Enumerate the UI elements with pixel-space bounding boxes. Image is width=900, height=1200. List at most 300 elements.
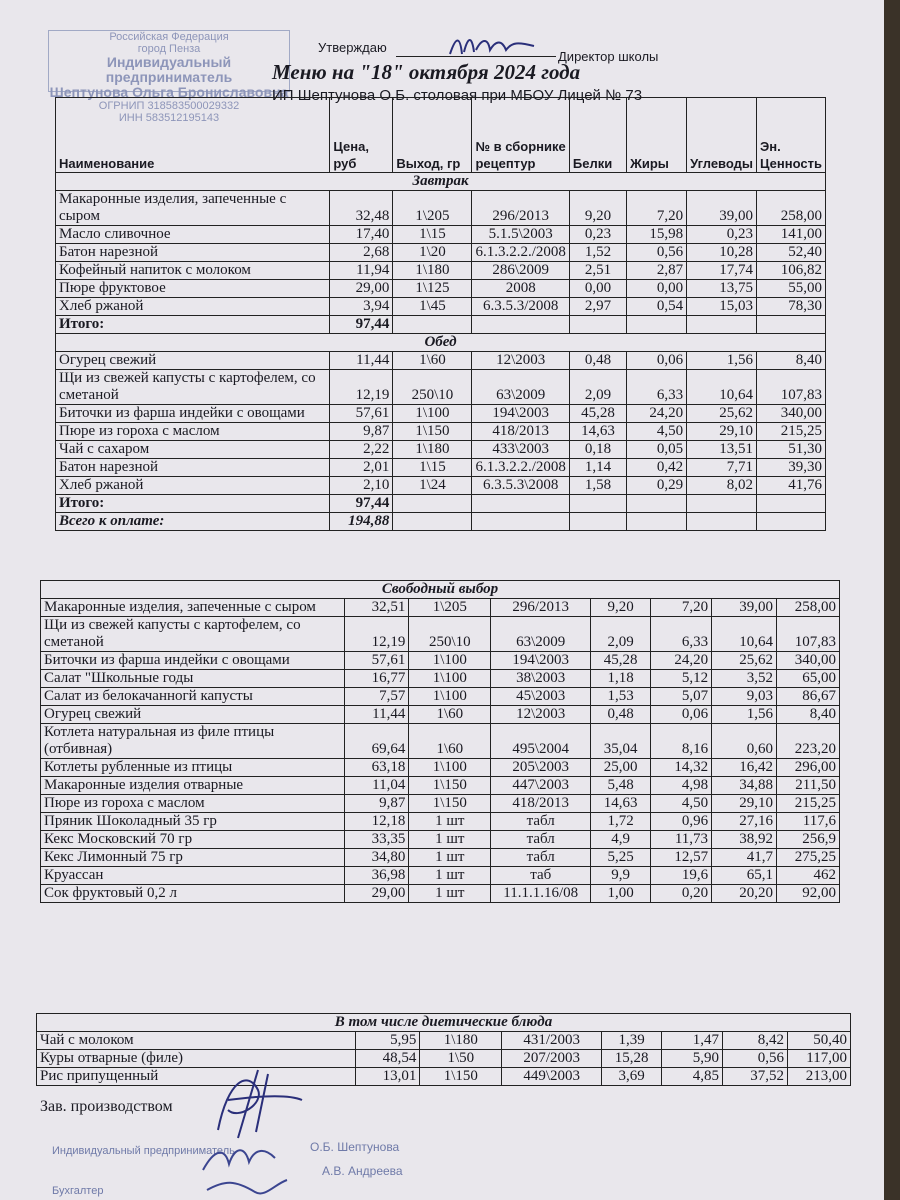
portion: 1\50: [420, 1050, 502, 1068]
portion: 1\60: [409, 706, 491, 724]
price: 57,61: [345, 652, 409, 670]
price: 57,61: [330, 405, 393, 423]
price: 11,44: [345, 706, 409, 724]
carbs: 13,51: [687, 441, 757, 459]
dish-name: Пюре из гороха с маслом: [41, 795, 345, 813]
recipe-number: 45\2003: [491, 688, 591, 706]
protein: 14,63: [569, 423, 626, 441]
recipe-number: 12\2003: [491, 706, 591, 724]
col-price-header: Цена, руб: [330, 98, 393, 173]
dish-name: Салат из белокачанногй капусты: [41, 688, 345, 706]
price: 2,01: [330, 459, 393, 477]
dish-name: Биточки из фарша индейки с овощами: [41, 652, 345, 670]
dish-name: Пряник Шоколадный 35 гр: [41, 813, 345, 831]
col-energy-header: Эн. Ценность: [757, 98, 826, 173]
dish-name: Салат "Школьные годы: [41, 670, 345, 688]
recipe-number: 6.3.5.3\2008: [472, 477, 569, 495]
carbs: 10,28: [687, 244, 757, 262]
portion: 1\125: [393, 280, 472, 298]
carbs: 27,16: [712, 813, 777, 831]
section-row: [37, 1014, 851, 1032]
portion: 1\150: [420, 1068, 502, 1086]
table-row: [37, 1068, 851, 1086]
table-row: [41, 670, 840, 688]
fat: 0,05: [627, 441, 687, 459]
table-row: [41, 724, 840, 759]
fat: 4,98: [651, 777, 712, 795]
price: 34,80: [345, 849, 409, 867]
portion: 1\60: [393, 352, 472, 370]
recipe-number: 495\2004: [491, 724, 591, 759]
dish-name: Кекс Лимонный 75 гр: [41, 849, 345, 867]
price: 9,87: [345, 795, 409, 813]
empty-cell: [569, 513, 626, 531]
fat: 8,16: [651, 724, 712, 759]
table-row: [41, 777, 840, 795]
energy: 107,83: [757, 370, 826, 405]
protein: 5,48: [591, 777, 651, 795]
energy: 340,00: [757, 405, 826, 423]
fat: 24,20: [627, 405, 687, 423]
energy: 65,00: [776, 670, 839, 688]
fat: 14,32: [651, 759, 712, 777]
fat: 5,90: [662, 1050, 723, 1068]
price: 63,18: [345, 759, 409, 777]
total-row: [56, 513, 826, 531]
dish-name: Щи из свежей капусты с картофелем, со сметаной: [41, 617, 345, 652]
fat: 6,33: [651, 617, 712, 652]
fat: 0,96: [651, 813, 712, 831]
price: 12,18: [345, 813, 409, 831]
table-row: [56, 405, 826, 423]
energy: 256,9: [776, 831, 839, 849]
price: 12,19: [345, 617, 409, 652]
protein: 1,53: [591, 688, 651, 706]
empty-cell: [393, 495, 472, 513]
energy: 258,00: [776, 599, 839, 617]
table-row: [41, 831, 840, 849]
protein: 1,52: [569, 244, 626, 262]
empty-cell: [472, 316, 569, 334]
table-row: [41, 795, 840, 813]
price: 32,48: [330, 191, 393, 226]
recipe-number: 63\2009: [491, 617, 591, 652]
portion: 1\205: [393, 191, 472, 226]
carbs: 7,71: [687, 459, 757, 477]
recipe-number: 296/2013: [472, 191, 569, 226]
fat: 1,47: [662, 1032, 723, 1050]
price: 16,77: [345, 670, 409, 688]
menu-table-diet: [36, 1013, 851, 1086]
carbs: 0,23: [687, 226, 757, 244]
approve-label: Утверждаю: [318, 40, 387, 55]
fat: 7,20: [627, 191, 687, 226]
table-row: [41, 652, 840, 670]
energy: 462: [776, 867, 839, 885]
dish-name: Огурец свежий: [56, 352, 330, 370]
energy: 41,76: [757, 477, 826, 495]
recipe-number: табл: [491, 813, 591, 831]
energy: 92,00: [776, 885, 839, 903]
carbs: 9,03: [712, 688, 777, 706]
portion: 1 шт: [409, 867, 491, 885]
price: 48,54: [356, 1050, 420, 1068]
price: 7,57: [345, 688, 409, 706]
recipe-number: 207/2003: [502, 1050, 602, 1068]
portion: 1\205: [409, 599, 491, 617]
director-label: Директор школы: [558, 49, 659, 64]
price: 3,94: [330, 298, 393, 316]
price: 9,87: [330, 423, 393, 441]
portion: 250\10: [393, 370, 472, 405]
carbs: 13,75: [687, 280, 757, 298]
empty-cell: [687, 513, 757, 531]
carbs: 41,7: [712, 849, 777, 867]
recipe-number: табл: [491, 831, 591, 849]
fat: 0,29: [627, 477, 687, 495]
recipe-number: 433\2003: [472, 441, 569, 459]
recipe-number: 296/2013: [491, 599, 591, 617]
empty-cell: [757, 513, 826, 531]
table-row: [41, 706, 840, 724]
portion: 1\150: [393, 423, 472, 441]
recipe-number: 418/2013: [472, 423, 569, 441]
table-row: [56, 226, 826, 244]
portion: 1\100: [409, 670, 491, 688]
dish-name: Хлеб ржаной: [56, 477, 330, 495]
recipe-number: 2008: [472, 280, 569, 298]
carbs: 65,1: [712, 867, 777, 885]
carbs: 25,62: [712, 652, 777, 670]
portion: 1 шт: [409, 885, 491, 903]
protein: 25,00: [591, 759, 651, 777]
stamp-line: Шептунова Ольга Брониславовна: [49, 84, 289, 100]
recipe-number: 205\2003: [491, 759, 591, 777]
section-title: Свободный выбор: [41, 581, 840, 599]
page-title: Меню на "18" октября 2024 года: [272, 60, 581, 84]
protein: 0,18: [569, 441, 626, 459]
dish-name: Макаронные изделия, запеченные с сыром: [41, 599, 345, 617]
recipe-number: 63\2009: [472, 370, 569, 405]
section-title: В том числе диетические блюда: [37, 1014, 851, 1032]
protein: 2,09: [569, 370, 626, 405]
fat: 0,56: [627, 244, 687, 262]
recipe-number: таб: [491, 867, 591, 885]
table-row: [56, 423, 826, 441]
protein: 2,51: [569, 262, 626, 280]
stamp-line: Российская Федерация: [109, 31, 229, 43]
energy: 340,00: [776, 652, 839, 670]
price: 2,22: [330, 441, 393, 459]
recipe-number: 194\2003: [472, 405, 569, 423]
production-signature-icon: [198, 1060, 308, 1140]
table-row: [56, 262, 826, 280]
dish-name: Круассан: [41, 867, 345, 885]
production-manager-label: Зав. производством: [40, 1098, 173, 1115]
energy: 52,40: [757, 244, 826, 262]
stamp-line: ИНН 583512195143: [118, 112, 220, 124]
table-row: [56, 441, 826, 459]
table-row: [41, 885, 840, 903]
recipe-number: 286\2009: [472, 262, 569, 280]
table-row: [56, 370, 826, 405]
fat: 6,33: [627, 370, 687, 405]
protein: 35,04: [591, 724, 651, 759]
carbs: 25,62: [687, 405, 757, 423]
portion: 1\100: [409, 652, 491, 670]
dish-name: Куры отварные (филе): [37, 1050, 356, 1068]
energy: 78,30: [757, 298, 826, 316]
portion: 1\24: [393, 477, 472, 495]
empty-cell: [393, 513, 472, 531]
fat: 11,73: [651, 831, 712, 849]
empty-cell: [472, 495, 569, 513]
price: 5,95: [356, 1032, 420, 1050]
energy: 55,00: [757, 280, 826, 298]
dish-name: Чай с сахаром: [56, 441, 330, 459]
recipe-number: табл: [491, 849, 591, 867]
dish-name: Масло сливочное: [56, 226, 330, 244]
carbs: 15,03: [687, 298, 757, 316]
section-title: Завтрак: [56, 173, 826, 191]
dish-name: Чай с молоком: [37, 1032, 356, 1050]
protein: 4,9: [591, 831, 651, 849]
dish-name: Батон нарезной: [56, 459, 330, 477]
protein: 0,23: [569, 226, 626, 244]
empty-cell: [472, 513, 569, 531]
protein: 3,69: [602, 1068, 662, 1086]
table-row: [56, 352, 826, 370]
price: 33,35: [345, 831, 409, 849]
table-row: [41, 813, 840, 831]
protein: 1,39: [602, 1032, 662, 1050]
protein: 1,00: [591, 885, 651, 903]
stamp-line: город Пенза: [137, 43, 201, 55]
total-value: 194,88: [330, 513, 393, 531]
price: 11,94: [330, 262, 393, 280]
protein: 0,48: [569, 352, 626, 370]
recipe-number: 431/2003: [502, 1032, 602, 1050]
dish-name: Пюре из гороха с маслом: [56, 423, 330, 441]
price: 13,01: [356, 1068, 420, 1086]
portion: 1\15: [393, 459, 472, 477]
section-row: [41, 581, 840, 599]
carbs: 37,52: [723, 1068, 788, 1086]
portion: 1\15: [393, 226, 472, 244]
recipe-number: 38\2003: [491, 670, 591, 688]
portion: 1\100: [409, 759, 491, 777]
price: 2,68: [330, 244, 393, 262]
protein: 5,25: [591, 849, 651, 867]
dish-name: Котлеты рубленные из птицы: [41, 759, 345, 777]
price: 69,64: [345, 724, 409, 759]
price: 11,44: [330, 352, 393, 370]
table-row: [37, 1032, 851, 1050]
recipe-number: 6.1.3.2.2./2008: [472, 244, 569, 262]
fat: 0,54: [627, 298, 687, 316]
table-row: [41, 688, 840, 706]
table-row: [41, 867, 840, 885]
fat: 19,6: [651, 867, 712, 885]
header-row: [56, 98, 826, 173]
table-row: [56, 298, 826, 316]
carbs: 39,00: [712, 599, 777, 617]
energy: 51,30: [757, 441, 826, 459]
portion: 1\100: [393, 405, 472, 423]
total-label: Всего к оплате:: [56, 513, 330, 531]
portion: 1 шт: [409, 831, 491, 849]
recipe-number: 12\2003: [472, 352, 569, 370]
energy: 141,00: [757, 226, 826, 244]
fat: 2,87: [627, 262, 687, 280]
dish-name: Котлета натуральная из филе птицы (отбивная): [41, 724, 345, 759]
recipe-number: 418/2013: [491, 795, 591, 813]
price: 12,19: [330, 370, 393, 405]
portion: 1 шт: [409, 813, 491, 831]
protein: 15,28: [602, 1050, 662, 1068]
page-subtitle: ИП Шептунова О.Б. столовая при МБОУ Лицей № 73: [272, 87, 643, 104]
portion: 1\150: [409, 777, 491, 795]
energy: 50,40: [787, 1032, 850, 1050]
section-title: Обед: [56, 334, 826, 352]
fat: 4,85: [662, 1068, 723, 1086]
recipe-number: 194\2003: [491, 652, 591, 670]
empty-cell: [687, 495, 757, 513]
price: 17,40: [330, 226, 393, 244]
fat: 24,20: [651, 652, 712, 670]
total-label: Итого:: [56, 495, 330, 513]
portion: 1\180: [420, 1032, 502, 1050]
energy: 8,40: [776, 706, 839, 724]
protein: 14,63: [591, 795, 651, 813]
carbs: 8,02: [687, 477, 757, 495]
protein: 0,48: [591, 706, 651, 724]
dish-name: Макаронные изделия, запеченные с сыром: [56, 191, 330, 226]
energy: 215,25: [776, 795, 839, 813]
energy: 215,25: [757, 423, 826, 441]
col-fat-header: Жиры: [627, 98, 687, 173]
fat: 4,50: [627, 423, 687, 441]
protein: 1,14: [569, 459, 626, 477]
accountant-label: Бухгалтер: [52, 1185, 104, 1197]
empty-cell: [627, 316, 687, 334]
price: 32,51: [345, 599, 409, 617]
protein: 1,72: [591, 813, 651, 831]
table-row: [56, 244, 826, 262]
empty-cell: [757, 316, 826, 334]
energy: 211,50: [776, 777, 839, 795]
portion: 1\100: [409, 688, 491, 706]
portion: 1\150: [409, 795, 491, 813]
menu-table-free-choice: [40, 580, 840, 903]
portion: 1 шт: [409, 849, 491, 867]
recipe-number: 447\2003: [491, 777, 591, 795]
price: 29,00: [345, 885, 409, 903]
protein: 0,00: [569, 280, 626, 298]
entrepreneur-signature-icon: [195, 1140, 295, 1200]
fat: 5,12: [651, 670, 712, 688]
dish-name: Макаронные изделия отварные: [41, 777, 345, 795]
empty-cell: [757, 495, 826, 513]
recipe-number: 449\2003: [502, 1068, 602, 1086]
fat: 0,42: [627, 459, 687, 477]
protein: 9,20: [569, 191, 626, 226]
carbs: 3,52: [712, 670, 777, 688]
carbs: 38,92: [712, 831, 777, 849]
col-name-header: Наименование: [56, 98, 330, 173]
section-row: [56, 173, 826, 191]
recipe-number: 11.1.1.16/08: [491, 885, 591, 903]
carbs: 0,60: [712, 724, 777, 759]
energy: 8,40: [757, 352, 826, 370]
portion: 250\10: [409, 617, 491, 652]
table-row: [41, 759, 840, 777]
table-row: [56, 191, 826, 226]
signer-name-2: А.В. Андреева: [322, 1164, 403, 1178]
col-protein-header: Белки: [569, 98, 626, 173]
total-row: [56, 495, 826, 513]
fat: 12,57: [651, 849, 712, 867]
empty-cell: [393, 316, 472, 334]
entrepreneur-label: Индивидуальный предприниматель: [52, 1145, 235, 1157]
energy: 296,00: [776, 759, 839, 777]
portion: 1\180: [393, 441, 472, 459]
dish-name: Пюре фруктовое: [56, 280, 330, 298]
energy: 223,20: [776, 724, 839, 759]
dish-name: Батон нарезной: [56, 244, 330, 262]
portion: 1\180: [393, 262, 472, 280]
dish-name: Огурец свежий: [41, 706, 345, 724]
carbs: 8,42: [723, 1032, 788, 1050]
energy: 86,67: [776, 688, 839, 706]
table-row: [37, 1050, 851, 1068]
fat: 0,20: [651, 885, 712, 903]
protein: 45,28: [591, 652, 651, 670]
table-row: [56, 280, 826, 298]
menu-table-main: [55, 97, 826, 531]
empty-cell: [627, 513, 687, 531]
empty-cell: [569, 495, 626, 513]
fat: 0,06: [651, 706, 712, 724]
stamp: [48, 30, 290, 124]
protein: 1,58: [569, 477, 626, 495]
dish-name: Щи из свежей капусты с картофелем, со сметаной: [56, 370, 330, 405]
total-value: 97,44: [330, 495, 393, 513]
total-value: 97,44: [330, 316, 393, 334]
stamp-line: ОГРНИП 318583500029332: [98, 100, 240, 112]
fat: 15,98: [627, 226, 687, 244]
director-signature-icon: [448, 32, 538, 58]
energy: 117,00: [787, 1050, 850, 1068]
fat: 0,06: [627, 352, 687, 370]
table-row: [56, 477, 826, 495]
table-row: [41, 849, 840, 867]
protein: 2,09: [591, 617, 651, 652]
col-portion-header: Выход, гр: [393, 98, 472, 173]
energy: 106,82: [757, 262, 826, 280]
portion: 1\60: [409, 724, 491, 759]
price: 2,10: [330, 477, 393, 495]
carbs: 1,56: [687, 352, 757, 370]
table-row: [56, 459, 826, 477]
carbs: 10,64: [687, 370, 757, 405]
price: 11,04: [345, 777, 409, 795]
energy: 39,30: [757, 459, 826, 477]
protein: 2,97: [569, 298, 626, 316]
signer-name-1: О.Б. Шептунова: [310, 1140, 400, 1154]
energy: 213,00: [787, 1068, 850, 1086]
table-row: [41, 599, 840, 617]
